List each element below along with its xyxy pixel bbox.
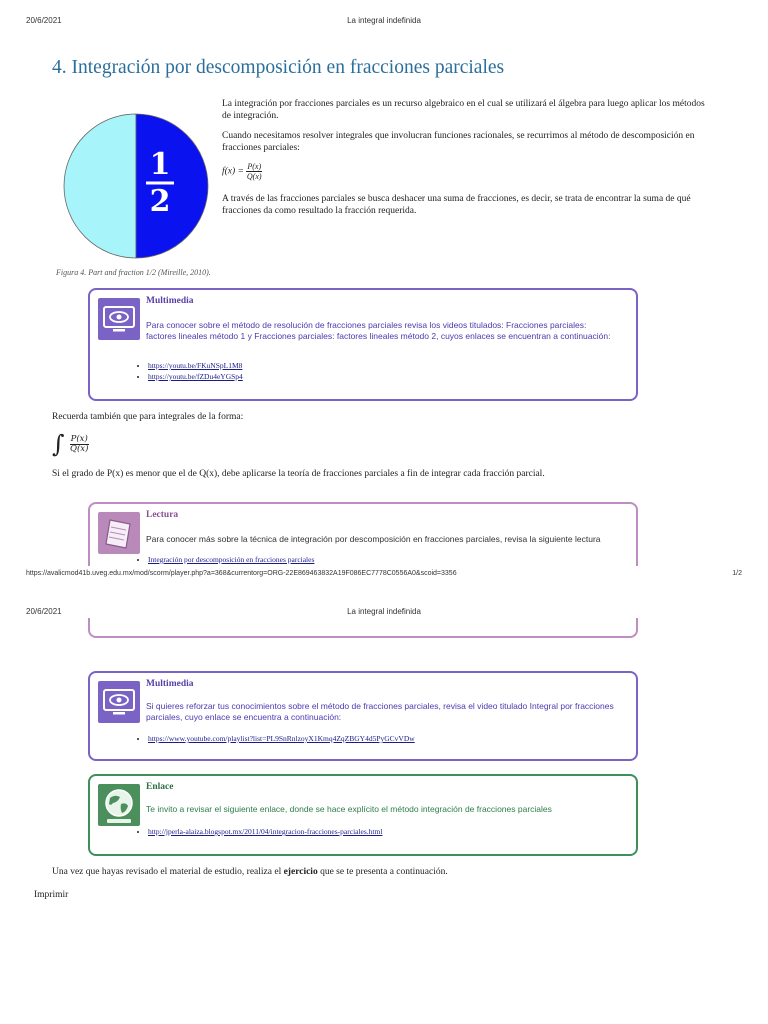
header-date: 20/6/2021 (26, 16, 62, 25)
grado-text: Si el grado de P(x) es menor que el de Q(x), debe aplicarse la teoría de fracciones parciales a fin de integrar cada fracción parcial. (52, 469, 545, 479)
pie-right-half (136, 114, 208, 258)
lectura-link[interactable]: Integración por descomposición en fracciones parciales (148, 555, 315, 564)
formula-rational (222, 162, 262, 181)
formula-numerator: P(x) (247, 162, 262, 171)
exercise-link[interactable]: ejercicio (283, 867, 318, 877)
enlace-links (128, 826, 382, 837)
intro-paragraph-3: A través de las fracciones parciales se busca deshacer una suma de fracciones, es decir, se trata de encontrar la suma de qué fracciones da como resultado la fracción requerida. (222, 194, 691, 216)
video-eye-icon (98, 681, 140, 723)
closing-text-post: que se te presenta a continuación. (320, 867, 448, 877)
integral-numerator: P(x) (70, 433, 88, 444)
multimedia-1-link-2[interactable]: https://youtu.be/fZDu4eYGSp4 (148, 372, 243, 381)
figure-caption: Figura 4. Part and fraction 1/2 (Mireille, 2010). (56, 268, 211, 277)
lectura-box (88, 502, 638, 568)
multimedia-1-links (128, 360, 243, 382)
lectura-title: Lectura (146, 510, 179, 520)
recuerda-text: Recuerda también que para integrales de la forma: (52, 412, 244, 422)
fraction-pie-figure (62, 112, 210, 260)
multimedia-1-title: Multimedia (146, 296, 194, 306)
multimedia-2-title: Multimedia (146, 679, 194, 689)
formula-fraction (246, 162, 262, 181)
integral-formula (52, 430, 89, 458)
page-2-header-title: La integral indefinida (347, 607, 421, 616)
reading-document-icon (98, 512, 140, 554)
enlace-title: Enlace (146, 782, 174, 792)
multimedia-2-link[interactable]: https://www.youtube.com/playlist?list=PL9SnRnlzoyX1Kmq4ZqZBGY4d5PyGCvVDw (148, 734, 415, 743)
pie-numerator: 1 (149, 147, 171, 182)
print-button[interactable]: Imprimir (34, 890, 69, 900)
globe-icon (98, 784, 140, 826)
multimedia-box-1 (88, 288, 638, 401)
page-2-header-date: 20/6/2021 (26, 607, 62, 616)
integral-denominator: Q(x) (69, 443, 89, 454)
video-eye-icon (98, 298, 140, 340)
closing-text (52, 866, 448, 878)
intro-paragraph-1: La integración por fracciones parciales es un recurso algebraico en el cual se utilizará el álgebra para luego aplicar los métodos de integración. (222, 99, 705, 121)
closing-text-pre: Una vez que hayas revisado el material de estudio, realiza el (52, 867, 282, 877)
pie-denominator: 2 (149, 184, 171, 219)
integral-sign-icon: ∫ (52, 430, 65, 458)
header-title: La integral indefinida (347, 16, 421, 25)
multimedia-1-link-1[interactable]: https://youtu.be/FKuNSpL1M8 (148, 361, 243, 370)
multimedia-2-text: Si quieres reforzar tus conocimientos sobre el método de fracciones parciales, revisa el video titulado Integral por fracciones parciales, cuyo enlace se encuentra a continuación: (146, 701, 614, 722)
lectura-text: Para conocer más sobre la técnica de integración por descomposición en fracciones parciales, revisa la siguiente lectura (146, 534, 601, 544)
formula-denominator: Q(x) (246, 172, 262, 181)
enlace-box (88, 774, 638, 856)
enlace-link[interactable]: http://jperla-alaiza.blogspot.mx/2011/04/integracion-fracciones-parciales.html (148, 827, 383, 836)
enlace-text: Te invito a revisar el siguiente enlace, donde se hace explícito el método integración de fracciones parciales (146, 804, 552, 814)
multimedia-box-2 (88, 671, 638, 761)
lectura-links (128, 554, 314, 565)
intro-paragraph-2: Cuando necesitamos resolver integrales que involucran funciones racionales, se recurrimos al método de descomposición en fracciones parciales: (222, 131, 695, 153)
multimedia-2-links (128, 733, 415, 744)
multimedia-1-text: Para conocer sobre el método de resolución de fracciones parciales revisa los videos titulados: Fracciones parciales: factores lineales método 1 y Fracciones parciales: factores lineales método 2, cuyos enlaces se encuentran a continuación: (146, 320, 611, 341)
lectura-box-continuation (88, 618, 638, 638)
integral-fraction (70, 435, 89, 454)
page-1-footer (0, 566, 768, 580)
pie-left-half (64, 114, 136, 258)
page-title: 4. Integración por descomposición en fracciones parciales (52, 57, 505, 78)
footer-page-number: 1/2 (732, 570, 742, 577)
formula-lhs: f(x) = (222, 166, 244, 177)
footer-url: https://avalicmod41b.uveg.edu.mx/mod/scorm/player.php?a=368&currentorg=ORG-22E869463832A19F086EC7778C0556A0&scoid=3356 (26, 570, 457, 577)
